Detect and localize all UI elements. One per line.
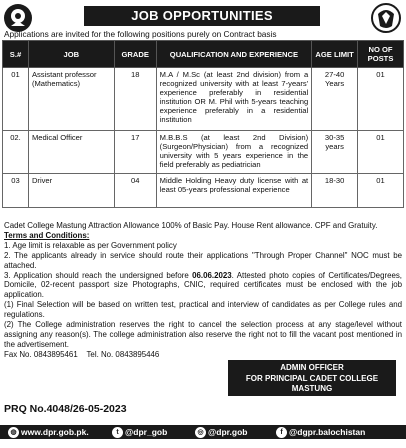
footer-facebook[interactable] bbox=[276, 426, 365, 438]
twitter-text: @dpr_gob bbox=[125, 427, 168, 437]
column-header: AGE LIMIT bbox=[312, 41, 358, 68]
footer-twitter[interactable] bbox=[112, 426, 167, 438]
column-header: S.# bbox=[3, 41, 29, 68]
cell-qualification: M.B.B.S (at least 2nd Division) (Surgeon/Physician) from a recognized university with 5 years experience in the field preferably as pediatrician bbox=[156, 131, 312, 174]
cell-sno: 02. bbox=[3, 131, 29, 174]
tel-number: Tel. No. 0843895446 bbox=[86, 349, 160, 359]
table-row bbox=[3, 174, 404, 208]
facebook-icon: f bbox=[276, 427, 287, 438]
page-title: JOB OPPORTUNITIES bbox=[84, 6, 320, 26]
term-item bbox=[4, 271, 402, 301]
cell-sno: 03 bbox=[3, 174, 29, 208]
term-item: 2. The applicants already in service should route their applications "Through Proper Channel" NOC must be attached. bbox=[4, 250, 402, 270]
instagram-icon: ◎ bbox=[195, 427, 206, 438]
signatory-box bbox=[228, 360, 396, 396]
terms-section bbox=[4, 221, 402, 360]
column-header: JOB bbox=[28, 41, 114, 68]
column-header: GRADE bbox=[114, 41, 156, 68]
cell-sno: 01 bbox=[3, 68, 29, 131]
table-header-row bbox=[3, 41, 404, 68]
cell-age: 30-35 years bbox=[312, 131, 358, 174]
prq-number: PRQ No.4048/26-05-2023 bbox=[4, 403, 127, 415]
table-row bbox=[3, 68, 404, 131]
officer-title: ADMIN OFFICER bbox=[280, 363, 344, 372]
cell-posts: 01 bbox=[358, 174, 404, 208]
jobs-table bbox=[2, 40, 404, 208]
twitter-icon: t bbox=[112, 427, 123, 438]
officer-org: FOR PRINCIPAL CADET COLLEGE bbox=[245, 373, 379, 383]
term3-text: 3. Application should reach the undersigned before bbox=[4, 270, 193, 280]
cell-grade: 04 bbox=[114, 174, 156, 208]
term-item: 1. Age limit is relaxable as per Government policy bbox=[4, 240, 177, 250]
column-header: NO OF POSTS bbox=[358, 41, 404, 68]
footer-website[interactable] bbox=[8, 426, 89, 438]
header bbox=[0, 0, 406, 39]
cell-qualification: M.A / M.Sc (at least 2nd division) from a recognized university with at least 7-years' experience preferably in residential institution OR M. Phil with 5-years teaching experience preferably in a residential institution bbox=[156, 68, 312, 131]
table-row bbox=[3, 131, 404, 174]
cell-job: Medical Officer bbox=[28, 131, 114, 174]
allowance-text: Cadet College Mastung Attraction Allowance 100% of Basic Pay. House Rent allowance. CPF and Gratuity. bbox=[4, 221, 378, 230]
column-header: QUALIFICATION AND EXPERIENCE bbox=[156, 41, 312, 68]
globe-icon: ◍ bbox=[8, 427, 19, 438]
footer-instagram[interactable] bbox=[195, 426, 247, 438]
note-item: (2) The College administration reserves the right to cancel the selection process at any stage/level without assigning any reason(s). The college administration also reserve the right not to fill the vacant post mentioned in the advertisement. bbox=[4, 320, 402, 349]
cell-posts: 01 bbox=[358, 68, 404, 131]
instagram-text: @dpr.gob bbox=[208, 427, 248, 437]
cell-posts: 01 bbox=[358, 131, 404, 174]
cell-grade: 17 bbox=[114, 131, 156, 174]
contact-line bbox=[4, 350, 402, 360]
cell-job: Driver bbox=[28, 174, 114, 208]
facebook-text: @dgpr.balochistan bbox=[289, 427, 366, 437]
cell-age: 18-30 bbox=[312, 174, 358, 208]
deadline-date: 06.06.2023 bbox=[192, 270, 232, 280]
cell-job: Assistant professor (Mathematics) bbox=[28, 68, 114, 131]
footer-bar bbox=[0, 425, 406, 439]
officer-location: MASTUNG bbox=[291, 384, 333, 393]
cell-grade: 18 bbox=[114, 68, 156, 131]
terms-heading: Terms and Conditions: bbox=[4, 230, 90, 240]
website-text: www.dpr.gob.pk. bbox=[21, 427, 89, 437]
term3-text: . Attested photo copies of Certificates/Degrees, Domicile, 02-recent passport size Photographs, CNIC, required certificates must be enclosed with the job application. bbox=[4, 270, 403, 300]
cell-qualification: Middle Holding Heavy duty license with at least 05-years professional experience bbox=[156, 174, 312, 208]
cell-age: 27-40 Years bbox=[312, 68, 358, 131]
intro-text: Applications are invited for the following positions purely on Contract basis bbox=[4, 29, 277, 39]
fax-number: Fax No. 0843895461 bbox=[4, 349, 78, 359]
college-crest-icon bbox=[370, 2, 402, 34]
note-item: (1) Final Selection will be based on written test, practical and interview of candidates as per College rules and regulations. bbox=[4, 300, 402, 320]
